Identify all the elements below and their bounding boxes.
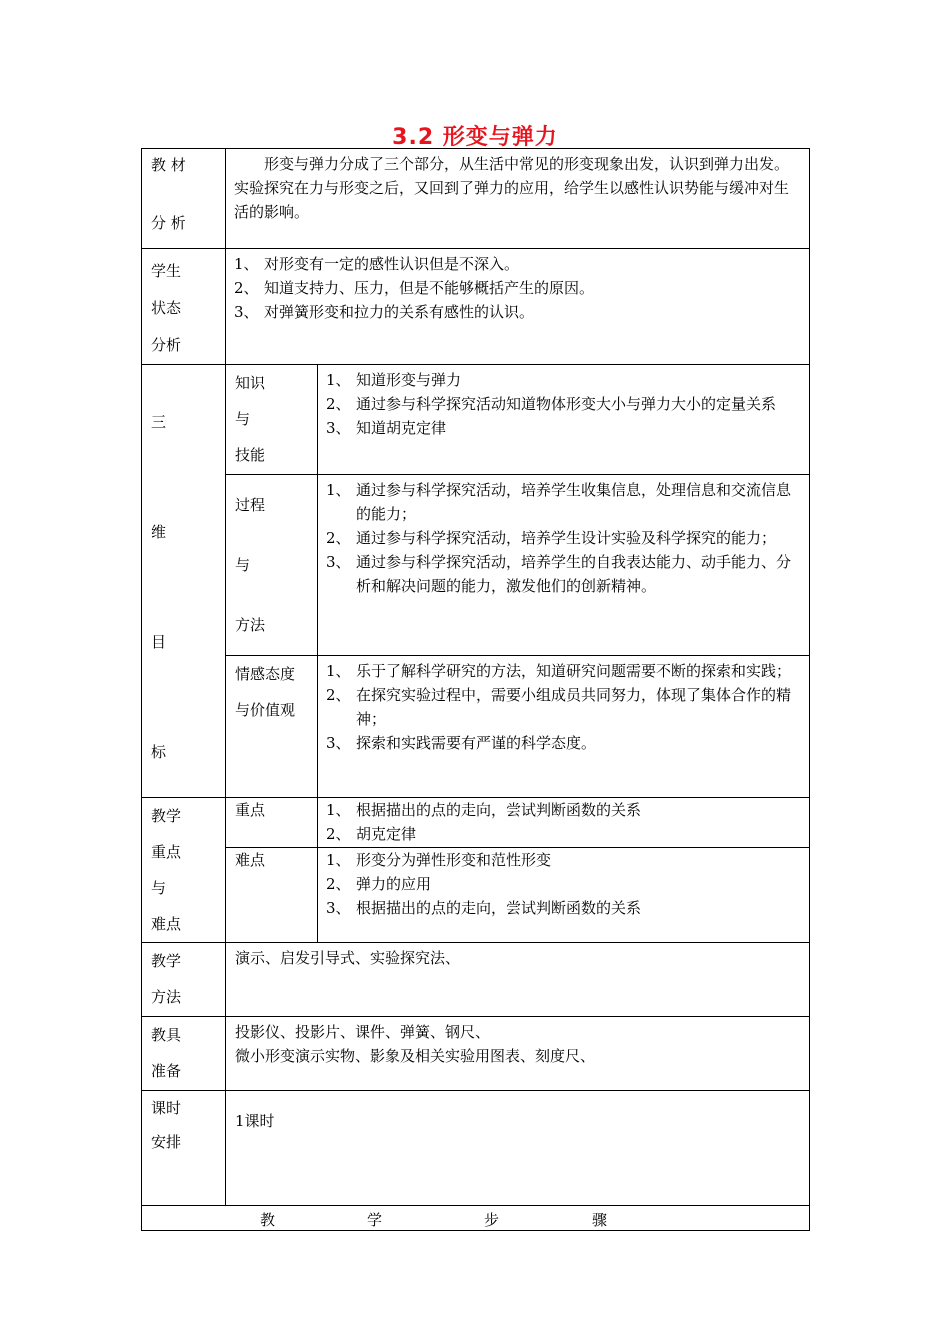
sub-label-difficult: 难点 — [226, 848, 318, 943]
row-key-points — [142, 798, 810, 848]
list-item: 3、 通过参与科学探究活动，培养学生的自我表达能力、动手能力、分析和解决问题的能力，激发他们的创新精神。 — [326, 553, 792, 595]
tools-line: 投影仪、投影片、课件、弹簧、钢尺、 — [235, 1023, 491, 1041]
row-goals-emotion — [142, 656, 810, 798]
label-material-analysis — [142, 149, 226, 249]
sub-label-process: 过程 与 方法 — [226, 475, 318, 656]
label-student-analysis — [142, 249, 226, 365]
list-item: 2、 通过参与科学探究活动知道物体形变大小与弹力大小的定量关系 — [326, 395, 777, 413]
teaching-method-text: 演示、启发引导式、实验探究法、 — [226, 943, 810, 1017]
list-item: 1、 知道形变与弹力 — [326, 371, 462, 389]
goals-process-list — [318, 475, 810, 656]
row-teaching-method — [142, 943, 810, 1017]
key-points-list — [318, 798, 810, 848]
row-difficult-points — [142, 848, 810, 943]
steps-char: 步 — [484, 1211, 500, 1229]
teaching-steps-header — [142, 1206, 810, 1231]
material-analysis-text — [226, 149, 810, 249]
list-item: 1、 乐于了解科学研究的方法，知道研究问题需要不断的探索和实践； — [326, 662, 792, 680]
label-class-hours: 课时 安排 — [142, 1091, 226, 1206]
list-item: 3、 知道胡克定律 — [326, 419, 447, 437]
row-teaching-steps — [142, 1206, 810, 1231]
label-key-difficult: 教学 重点 与 难点 — [142, 798, 226, 943]
label-line: 学生 — [151, 262, 182, 280]
sub-label-emotion: 情感态度 与价值观 — [226, 656, 318, 798]
list-item: 3、 对弹簧形变和拉力的关系有感性的认识。 — [234, 303, 535, 321]
list-item: 2、 知道支持力、压力，但是不能够概括产生的原因。 — [234, 279, 595, 297]
list-item: 1、 对形变有一定的感性认识但是不深入。 — [234, 255, 520, 273]
sub-label-knowledge: 知识 与 技能 — [226, 365, 318, 475]
page-title: 3.2 形变与弹力 — [392, 125, 558, 150]
list-item: 1、 形变分为弹性形变和范性形变 — [326, 851, 552, 869]
list-item: 2、 胡克定律 — [326, 825, 417, 843]
lesson-plan-table — [141, 148, 810, 1231]
label-line: 三 — [151, 413, 167, 431]
label-three-dim-goals — [142, 365, 226, 798]
row-material-analysis — [142, 149, 810, 249]
steps-char: 骤 — [592, 1211, 608, 1229]
list-item: 2、 在探究实验过程中，需要小组成员共同努力，体现了集体合作的精神； — [326, 686, 792, 728]
label-line: 目 — [151, 633, 167, 651]
row-class-hours — [142, 1091, 810, 1206]
row-goals-knowledge — [142, 365, 810, 475]
label-line: 状态 — [151, 299, 182, 317]
tools-line: 微小形变演示实物、影象及相关实验用图表、刻度尺、 — [235, 1047, 596, 1065]
goals-emotion-list — [318, 656, 810, 798]
sub-label-key: 重点 — [226, 798, 318, 848]
row-student-analysis — [142, 249, 810, 365]
label-line: 标 — [151, 743, 167, 761]
teaching-tools-text — [226, 1017, 810, 1091]
goals-knowledge-list — [318, 365, 810, 475]
row-teaching-tools — [142, 1017, 810, 1091]
label-line: 分 析 — [151, 214, 186, 232]
class-hours-text — [226, 1091, 810, 1206]
label-line: 维 — [151, 523, 167, 541]
list-item: 3、 探索和实践需要有严谨的科学态度。 — [326, 734, 597, 752]
label-line: 分析 — [151, 336, 182, 354]
label-teaching-method: 教学 方法 — [142, 943, 226, 1017]
analysis-paragraph: 形变与弹力分成了三个部分，从生活中常见的形变现象出发，认识到弹力出发。实验探究在力与形变之后，又回到了弹力的应用，给学生以感性认识势能与缓冲对生活的影响。 — [234, 155, 790, 221]
class-hours-value: 1课时 — [235, 1112, 275, 1130]
steps-char: 学 — [367, 1211, 383, 1229]
steps-char: 教 — [260, 1211, 276, 1229]
row-goals-process — [142, 475, 810, 656]
label-teaching-tools: 教具 准备 — [142, 1017, 226, 1091]
list-item: 2、 通过参与科学探究活动，培养学生设计实验及科学探究的能力； — [326, 529, 777, 547]
list-item: 1、 根据描出的点的走向，尝试判断函数的关系 — [326, 801, 642, 819]
list-item: 2、 弹力的应用 — [326, 875, 432, 893]
list-item: 1、 通过参与科学探究活动，培养学生收集信息，处理信息和交流信息的能力； — [326, 481, 792, 523]
difficult-points-list — [318, 848, 810, 943]
list-item: 3、 根据描出的点的走向，尝试判断函数的关系 — [326, 899, 642, 917]
label-line: 教 材 — [151, 156, 186, 174]
student-analysis-list — [226, 249, 810, 365]
